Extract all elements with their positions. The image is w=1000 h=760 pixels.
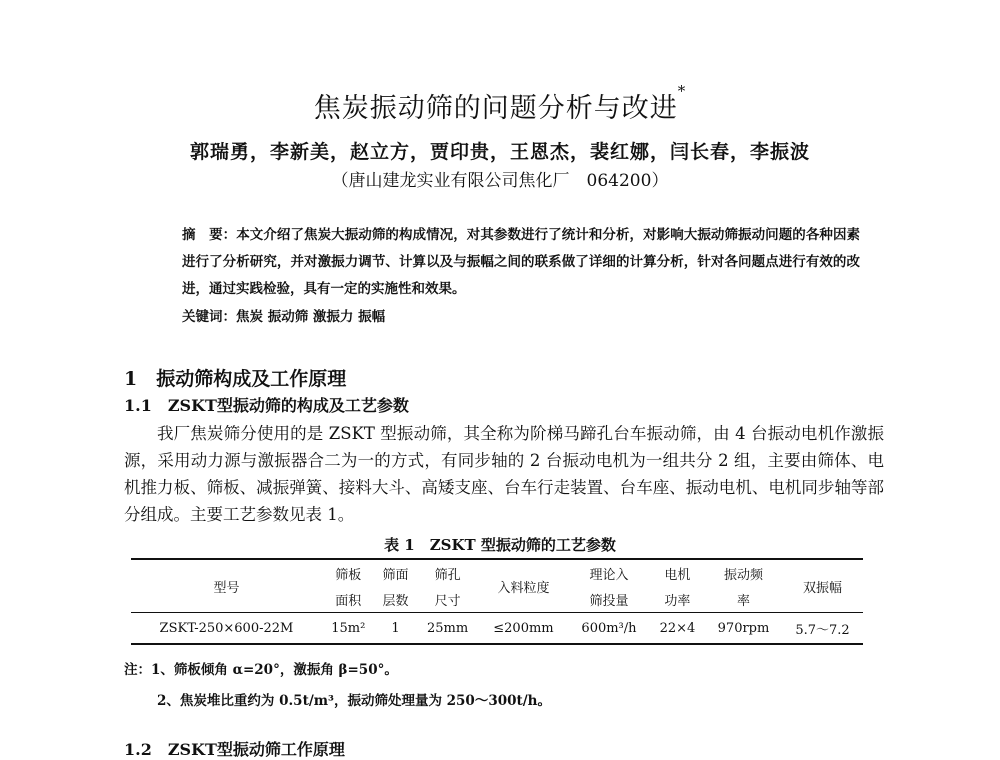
abstract (150, 222, 860, 303)
title-footnote-mark: * (677, 82, 687, 100)
body-paragraph: 我厂焦炭筛分使用的是 ZSKT 型振动筛，其全称为阶梯马蹄孔台车振动筛，由 4 台振动电机作激振源，采用动力源与激振器合二为一的方式，有同步轴的 2 台振动电机为一组共分 2 组，主要由筛体、电机推力板、筛板、减振弹簧、接料大斗、高矮支座、台车行走装置、台车座、振动电机、电机同步轴等部分组成。主要工艺参数见表 1。 (124, 424, 884, 524)
col-header-motor-2: 功率 (664, 593, 691, 609)
table-note-1: 注：1、筛板倾角 α=20°，激振角 β=50°。 (124, 662, 398, 678)
author-list: 郭瑞勇，李新美，赵立方，贾印贵，王恩杰，裴红娜，闫长春，李振波 (189, 141, 810, 163)
affiliation: （唐山建龙实业有限公司焦化厂 064200） (331, 171, 669, 191)
cell-hole: 25mm (416, 613, 479, 645)
col-header-freq: 振动频 (705, 559, 782, 586)
col-header-motor: 电机 (650, 559, 705, 586)
section-heading-1-1: 1.1 ZSKT型振动筛的构成及工艺参数 (124, 396, 409, 415)
table-notes (124, 655, 551, 717)
col-header-feed: 入料粒度 (479, 559, 568, 613)
table-note-2: 2、焦炭堆比重约为 0.5t/m³，振动筛处理量为 250～300t/h。 (157, 693, 551, 709)
keywords-text: 焦炭 振动筛 激振力 振幅 (236, 309, 386, 325)
keywords (182, 305, 385, 325)
cell-capacity: 600m³/h (568, 613, 650, 645)
cell-motor: 22×4 (650, 613, 705, 645)
parameter-table (131, 558, 863, 645)
col-header-layers-2: 层数 (382, 593, 409, 609)
cell-layers: 1 (375, 613, 417, 645)
col-header-area: 筛板 (322, 559, 375, 586)
paper-title: 焦炭振动筛的问题分析与改进* (313, 82, 687, 124)
abstract-label: 摘 要： (182, 227, 237, 243)
col-header-freq-2: 率 (737, 593, 751, 609)
cell-model: ZSKT-250×600-22M (131, 613, 322, 645)
col-header-hole-2: 尺寸 (434, 593, 461, 609)
abstract-text: 本文介绍了焦炭大振动筛的构成情况，对其参数进行了统计和分析，对影响大振动筛振动问题的各种因素进行了分析研究，并对激振力调节、计算以及与振幅之间的联系做了详细的计算分析，针对各问题点进行有效的改进，通过实践检验，具有一定的实施性和效果。 (182, 227, 861, 297)
cell-feed: ≤200mm (479, 613, 568, 645)
cell-freq: 970rpm (705, 613, 782, 645)
col-header-amp: 双振幅 (782, 559, 863, 613)
table-caption: 表 1 ZSKT 型振动筛的工艺参数 (384, 536, 616, 554)
section-heading-1: 1 振动筛构成及工作原理 (124, 368, 347, 390)
col-header-capacity-2: 筛投量 (589, 593, 629, 609)
cell-amp: 5.7～7.2 (782, 613, 863, 645)
col-header-model: 型号 (131, 559, 322, 613)
col-header-hole: 筛孔 (416, 559, 479, 586)
col-header-capacity: 理论入 (568, 559, 650, 586)
keywords-label: 关键词： (182, 309, 236, 325)
col-header-area-2: 面积 (335, 593, 362, 609)
section-heading-1-2: 1.2 ZSKT型振动筛工作原理 (124, 740, 345, 759)
cell-area: 15m² (322, 613, 375, 645)
col-header-layers: 筛面 (375, 559, 417, 586)
table-row (131, 613, 863, 645)
